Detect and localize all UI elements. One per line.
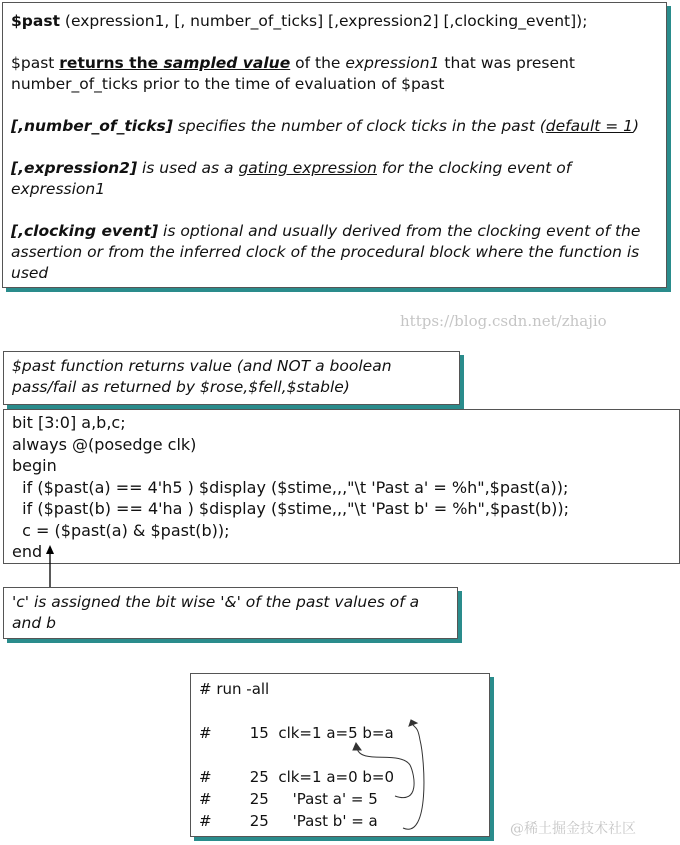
t: [,number_of_ticks]: [11, 117, 173, 135]
note-text: 'c' is assigned the bit wise '&' of the past values of a and b: [12, 593, 420, 632]
t: returns the: [59, 54, 164, 72]
expression2-paragraph: [11, 158, 658, 200]
t: [,clocking event]: [11, 222, 159, 240]
output-line: # 25 'Past a' = 5: [199, 790, 378, 808]
watermark-site: @稀土掘金技术社区: [510, 821, 636, 837]
code-line: if ($past(b) == 4'ha ) $display ($stime,,,"\t 'Past b' = %h",$past(b));: [12, 499, 570, 518]
t: default = 1: [545, 117, 634, 135]
watermark-url: https://blog.csdn.net/zhajio: [400, 312, 607, 330]
output-line: # run -all: [199, 680, 270, 698]
t: ): [633, 117, 640, 135]
returns-paragraph: [11, 53, 658, 95]
output-line: [199, 700, 481, 722]
code-line: bit [3:0] a,b,c;: [12, 413, 126, 432]
code-line: always @(posedge clk): [12, 434, 197, 454]
code-line: begin: [12, 456, 57, 475]
clocking-event-paragraph: [11, 221, 658, 284]
fn-name: $past: [11, 12, 60, 30]
assignment-note: [3, 587, 458, 639]
t: that was present number_of_ticks prior to the time of evaluation of $past: [11, 54, 575, 93]
t: [59, 54, 290, 72]
code-line: end: [12, 542, 43, 561]
t: is used as a: [137, 159, 239, 177]
t: specifies the number of clock ticks in the past (: [172, 117, 546, 135]
t: [,expression2]: [11, 159, 138, 177]
ticks-paragraph: [11, 116, 658, 137]
output-line: # 25 'Past b' = a: [199, 812, 378, 830]
t: $past: [11, 54, 60, 72]
return-value-note: [3, 351, 460, 405]
output-line: [199, 744, 481, 766]
syntax-description-box: [2, 2, 667, 288]
t: gating expression: [238, 159, 377, 177]
t: sampled value: [163, 54, 291, 72]
code-box: [3, 409, 680, 564]
t: for the clocking event of expression1: [11, 159, 572, 198]
t: expression1: [345, 54, 440, 72]
signature: [11, 11, 658, 32]
output-line: # 25 clk=1 a=0 b=0: [199, 768, 395, 786]
simulation-output-box: [190, 673, 490, 837]
code-line: if ($past(a) == 4'h5 ) $display ($stime,,,"\t 'Past a' = %h",$past(a));: [12, 477, 569, 497]
fn-args: (expression1, [, number_of_ticks] [,expression2] [,clocking_event]);: [59, 12, 588, 30]
code-line: c = ($past(a) & $past(b));: [12, 520, 230, 540]
output-line: # 15 clk=1 a=5 b=a: [199, 724, 394, 742]
note-text: $past function returns value (and NOT a boolean pass/fail as returned by $rose,$fell,$stable): [12, 357, 392, 396]
t: of the: [290, 54, 346, 72]
t: is optional and usually derived from the clocking event of the assertion or from the inferred clock of the procedural block where the function is used: [11, 222, 641, 282]
